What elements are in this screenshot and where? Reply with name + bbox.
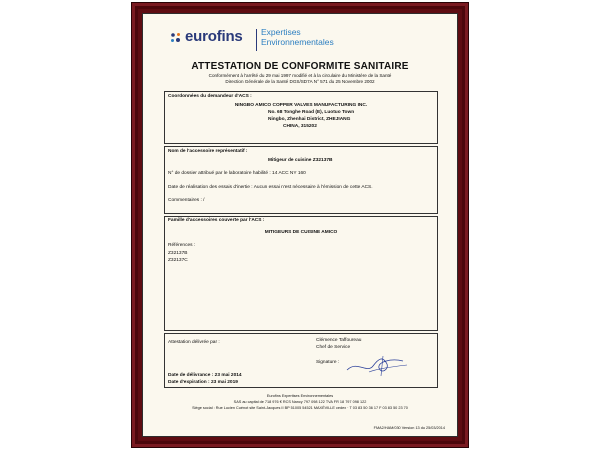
comments: Commentaires : /	[168, 198, 205, 203]
brand-name: eurofins	[185, 28, 243, 45]
subtitle-line-2: Direction Générale de la Santé DGS/SD7A N° 571 du 25 Novembre 2002	[225, 78, 375, 84]
reference-item: Z32137C	[168, 258, 188, 263]
applicant-address-1: No. 68 Tonghe Road (E), Luotuo Town	[268, 110, 355, 115]
family-name: MITIGEURS DE CUISINE AMICO	[264, 230, 338, 235]
signer-name: Clémence Taffoureau	[316, 338, 362, 343]
division-line-1: Expertises	[261, 27, 301, 37]
footer-address: Siège social : Rue Lucien Cuénot site Saint-Jacques II BP 51005 54521 MAXÉVILLE cedex · T 03 83 50 36 17 F 03 83 50 23 70	[192, 406, 408, 410]
reference-item: Z32137B	[168, 251, 188, 256]
family-section	[164, 216, 438, 331]
document-title: ATTESTATION DE CONFORMITE SANITAIRE	[191, 61, 409, 72]
applicant-label: Coordonnées du demandeur d'ACS :	[168, 94, 252, 99]
signer-role: Chef de Service	[316, 345, 351, 350]
subtitle-line-1: Conformément à l'arrêté du 29 mai 1997 modifié et à la circulaire du Ministère de la Santé	[208, 73, 392, 78]
applicant-address-2: Ningbo, Zhenhai District, ZHEJIANG	[268, 117, 351, 122]
certificate-document	[142, 13, 458, 437]
eurofins-logo-icon	[169, 31, 183, 45]
form-reference: FMA2/HAM/030 Version 13 du 25/03/2014	[373, 426, 445, 430]
applicant-address-3: CHINA, 315202	[283, 124, 317, 129]
signature-section	[164, 333, 438, 388]
applicant-section	[164, 91, 438, 144]
family-label: Famille d'accessoires couverte par l'ACS :	[168, 218, 265, 223]
applicant-name: NINGBO AMICO COPPER VALVES MANUFACTURING INC.	[234, 103, 368, 108]
division-line-2: Environnementales	[261, 36, 334, 47]
file-number: N° de dossier attribué par le laboratoire habilité : 14 ACC NY 160	[168, 171, 306, 176]
test-date: Date de réalisation des essais d'inertie : Aucun essai n'est nécessaire à l'émission de cette ACS.	[168, 185, 373, 190]
accessory-section	[164, 146, 438, 214]
logo-divider	[256, 29, 257, 51]
issued-by-label: Attestation délivrée par :	[168, 340, 220, 345]
issue-date: Date de délivrance : 23 mai 2014	[168, 373, 242, 378]
footer-company: Eurofins Expertises Environnementales	[266, 394, 334, 398]
references-label: Références :	[168, 243, 196, 248]
accessory-name: Mitigeur de cuisine Z32137B	[268, 158, 333, 163]
signature-label: Signature :	[316, 360, 340, 365]
handwritten-signature	[343, 352, 413, 378]
document-subtitle	[143, 73, 457, 84]
footer-legal: SAS au capital de 718 976 € RCS Nancy 797 098 122 TVA FR 18 797 098 122	[233, 400, 367, 404]
accessory-label: Nom de l'accessoire représentatif :	[168, 149, 248, 154]
expiry-date: Date d'expiration : 23 mai 2019	[168, 380, 238, 385]
division-name	[261, 28, 334, 47]
